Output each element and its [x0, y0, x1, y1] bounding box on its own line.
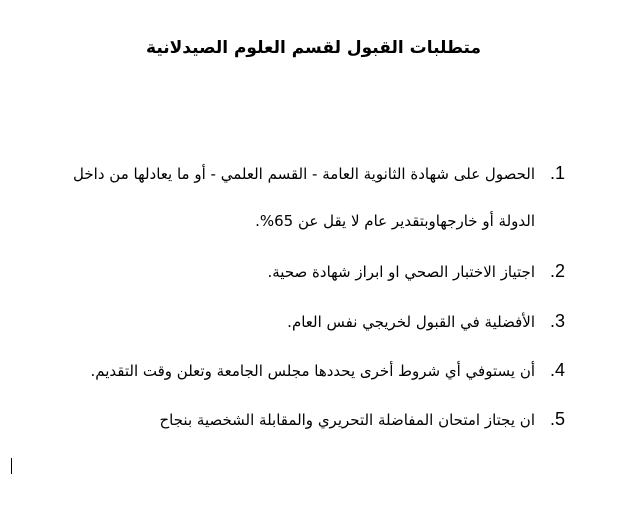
list-item-number: 4. [549, 360, 565, 380]
list-item-text: أن يستوفي أي شروط أخرى يحددها مجلس الجامعة وتعلن وقت التقديم. [90, 362, 535, 380]
list-item-number: 2. [549, 261, 565, 281]
list-item-1 [73, 163, 565, 184]
document-title: متطلبات القبول لقسم العلوم الصيدلانية [146, 38, 481, 58]
list-item-number: 5. [549, 409, 565, 429]
list-item-text: الأفضلية في القبول لخريجي نفس العام. [287, 313, 535, 331]
list-item-3 [287, 311, 565, 332]
list-item-number: 3. [549, 311, 565, 331]
list-item-4 [90, 360, 565, 381]
list-item-2 [268, 261, 566, 282]
text-cursor [11, 458, 12, 474]
list-item-number: 1. [549, 163, 565, 183]
list-item-text: اجتياز الاختبار الصحي او ابراز شهادة صحية. [267, 263, 535, 281]
list-item-1-continuation: الدولة أو خارجهاوبتقدير عام لا يقل عن 65%. [255, 212, 535, 230]
list-item-text: ان يجتاز امتحان المفاضلة التحريري والمقابلة الشخصية بنجاح [159, 411, 535, 429]
list-item-5 [160, 409, 566, 430]
list-item-text: الحصول على شهادة الثانوية العامة - القسم العلمي - أو ما يعادلها من داخل [73, 165, 535, 183]
